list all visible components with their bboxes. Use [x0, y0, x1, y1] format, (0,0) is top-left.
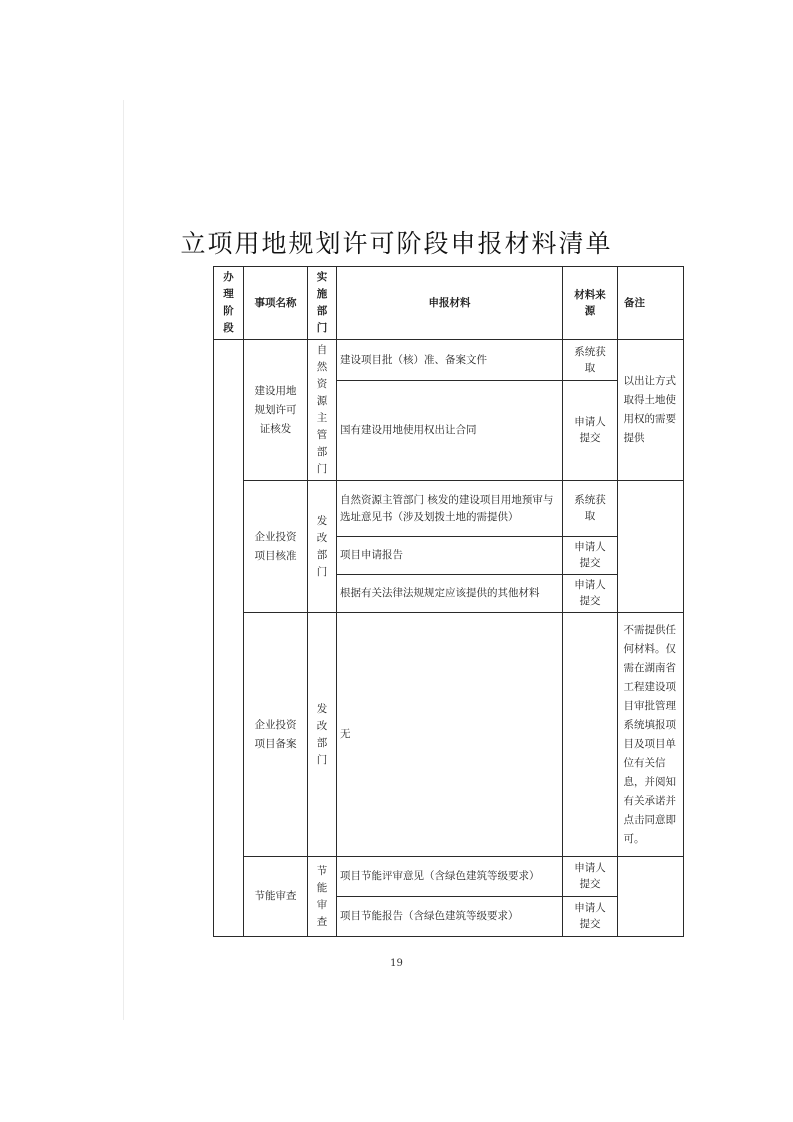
source-cell: 申请人提交 [563, 537, 618, 575]
table-row [214, 613, 684, 857]
source-cell: 申请人提交 [563, 381, 618, 481]
table-header-row [214, 267, 684, 340]
source-cell: 系统获取 [563, 340, 618, 381]
dept-cell: 自然资源主管部门 [308, 340, 337, 481]
item-name-cell: 企业投资项目核准 [244, 481, 308, 613]
material-cell: 项目节能评审意见（含绿色建筑等级要求） [337, 857, 563, 897]
source-cell [563, 613, 618, 857]
source-cell: 系统获取 [563, 481, 618, 537]
source-cell: 申请人提交 [563, 575, 618, 613]
page-title: 立项用地规划许可阶段申报材料清单 [180, 229, 613, 258]
header-stage: 办理阶段 [214, 267, 244, 340]
source-cell: 申请人提交 [563, 897, 618, 937]
material-cell: 建设项目批（核）准、备案文件 [337, 340, 563, 381]
notes-cell: 不需提供任何材料。仅需在湖南省工程建设项目审批管理系统填报项目及项目单位有关信息，并阅知有关承诺并点击同意即可。 [618, 613, 684, 857]
header-item: 事项名称 [244, 267, 308, 340]
source-cell: 申请人提交 [563, 857, 618, 897]
item-name-cell: 节能审查 [244, 857, 308, 937]
dept-cell: 发改部门 [308, 613, 337, 857]
table-row [214, 857, 684, 897]
material-cell: 项目申请报告 [337, 537, 563, 575]
notes-cell: 以出让方式取得土地使用权的需要提供 [618, 340, 684, 481]
material-cell: 项目节能报告（含绿色建筑等级要求） [337, 897, 563, 937]
stage-cell [214, 340, 244, 937]
table-row [214, 340, 684, 381]
header-source: 材料来源 [563, 267, 618, 340]
material-cell: 根据有关法律法规规定应该提供的其他材料 [337, 575, 563, 613]
table-row [214, 481, 684, 537]
materials-table [213, 266, 684, 937]
item-name-cell: 企业投资项目备案 [244, 613, 308, 857]
dept-cell: 发改部门 [308, 481, 337, 613]
notes-cell [618, 481, 684, 613]
dept-cell: 节能审查 [308, 857, 337, 937]
header-dept: 实施部门 [308, 267, 337, 340]
header-notes: 备注 [618, 267, 684, 340]
page-number: 19 [390, 958, 403, 969]
material-cell: 国有建设用地使用权出让合同 [337, 381, 563, 481]
notes-cell [618, 857, 684, 937]
header-materials: 申报材料 [337, 267, 563, 340]
material-cell: 自然资源主管部门 核发的建设项目用地预审与选址意见书（涉及划拨土地的需提供） [337, 481, 563, 537]
material-cell: 无 [337, 613, 563, 857]
item-name-cell: 建设用地规划许可证核发 [244, 340, 308, 481]
